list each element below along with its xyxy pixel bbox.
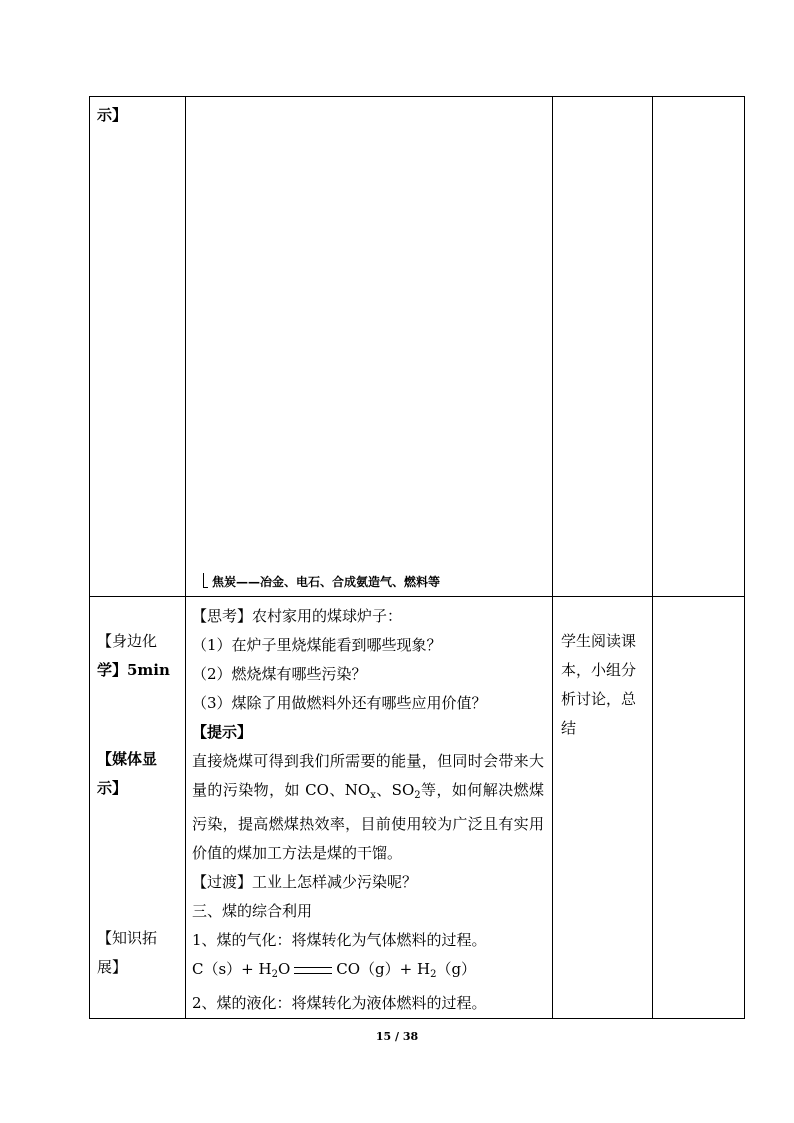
student-cell bbox=[553, 97, 653, 597]
notes-cell bbox=[653, 97, 745, 597]
label-cell bbox=[90, 597, 186, 1019]
knowledge-label-1: 【知识拓 bbox=[97, 929, 158, 947]
page-number: 15 / 38 bbox=[375, 1030, 419, 1043]
body-chem-label-1: 【身边化 bbox=[97, 632, 158, 650]
coke-uses-text: 焦炭——冶金、电石、合成氨造气、燃料等 bbox=[212, 575, 441, 589]
liquefaction-line: 2、煤的液化：将煤转化为液体燃料的过程。 bbox=[192, 994, 487, 1012]
h2o-subscript: 2 bbox=[271, 969, 278, 980]
eq-left-b: O bbox=[277, 960, 291, 978]
content-cell bbox=[186, 597, 553, 1019]
label-cell bbox=[90, 97, 186, 597]
eq-left: C（s）+ H bbox=[192, 960, 272, 978]
hint-text-c: 等，如何解决燃煤污染，提高燃煤热效率，目前使用较为广泛且有实用价值的煤加工方法是煤的干馏。 bbox=[192, 781, 544, 862]
nox-subscript: x bbox=[370, 790, 376, 801]
question-3: （3）煤除了用做燃料外还有哪些应用价值？ bbox=[192, 694, 487, 712]
hint-heading: 【提示】 bbox=[192, 723, 253, 741]
equation-line bbox=[192, 955, 544, 989]
transition-line: 【过渡】工业上怎样减少污染呢？ bbox=[192, 873, 418, 891]
student-cell bbox=[553, 597, 653, 1019]
lesson-table bbox=[89, 96, 745, 1019]
bracket-mark bbox=[203, 573, 208, 588]
content-cell bbox=[186, 97, 553, 597]
so2-subscript: 2 bbox=[414, 790, 421, 801]
question-2: （2）燃烧煤有哪些污染？ bbox=[192, 665, 367, 683]
row-label: 示】 bbox=[97, 106, 128, 124]
hint-text-a: 直接烧煤可得到我们所需要的能量，但同时会带来大量的污染物，如 CO、NO bbox=[192, 752, 544, 799]
think-heading: 【思考】农村家用的煤球炉子： bbox=[192, 607, 403, 625]
body-chem-label-2: 学】5min bbox=[97, 661, 170, 679]
media-label-1: 【媒体显 bbox=[97, 750, 158, 768]
hint-text-b: 、SO bbox=[375, 781, 415, 799]
table-row bbox=[90, 97, 745, 597]
gasification-line: 1、煤的气化：将煤转化为气体燃料的过程。 bbox=[192, 931, 487, 949]
section-heading: 三、煤的综合利用 bbox=[192, 902, 313, 920]
eq-right-b: （g） bbox=[436, 960, 477, 978]
coke-uses-line bbox=[203, 568, 440, 597]
equation-sign bbox=[294, 967, 332, 974]
question-1: （1）在炉子里烧煤能看到哪些现象？ bbox=[192, 636, 442, 654]
media-label-2: 示】 bbox=[97, 779, 128, 797]
notes-cell bbox=[653, 597, 745, 1019]
hint-paragraph bbox=[192, 747, 544, 868]
knowledge-label-2: 展】 bbox=[97, 958, 128, 976]
student-activity: 学生阅读课本，小组分析讨论，总结 bbox=[561, 632, 637, 737]
table-row bbox=[90, 597, 745, 1019]
eq-right: CO（g）+ H bbox=[336, 960, 431, 978]
h2-subscript: 2 bbox=[430, 969, 437, 980]
